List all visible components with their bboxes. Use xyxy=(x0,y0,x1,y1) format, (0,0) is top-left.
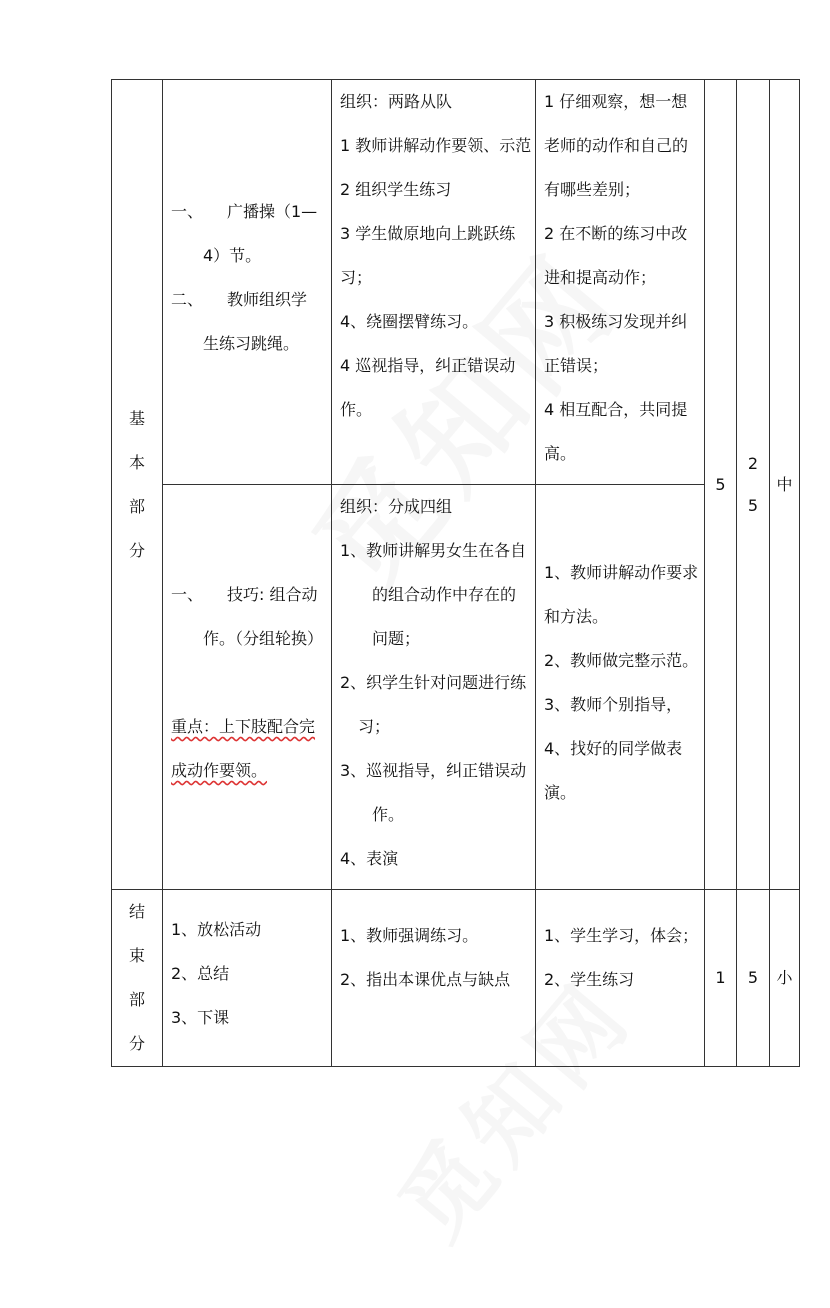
org-line: 3 学生做原地向上跳跃练 xyxy=(340,224,516,243)
basic-row-1 xyxy=(112,80,800,485)
student-line: 1、学生学习，体会； xyxy=(544,926,699,945)
student-line: 4、找好的同学做表 xyxy=(544,739,683,758)
org-line: 3、巡视指导，纠正错误动 xyxy=(340,761,527,780)
basic-row-2 xyxy=(112,485,800,890)
ending-section-label: 结 束 部 分 xyxy=(112,890,163,1067)
org-line: 2、指出本课优点与缺点 xyxy=(340,970,511,989)
org-line: 组织：分成四组 xyxy=(340,497,453,516)
ending-times: 1 xyxy=(705,890,737,1067)
ending-students xyxy=(536,890,705,1067)
basic-organization-2 xyxy=(332,485,536,890)
student-line: 演。 xyxy=(544,783,577,802)
basic-content-2 xyxy=(163,485,332,890)
org-line: 1、教师强调练习。 xyxy=(340,926,479,945)
org-line: 组织：两路从队 xyxy=(340,92,453,111)
content-line: 成动作要领。 xyxy=(171,761,268,780)
org-line: 问题； xyxy=(372,629,421,648)
student-line: 正错误； xyxy=(544,356,609,375)
ending-intensity: 小 xyxy=(770,890,800,1067)
org-line: 4、表演 xyxy=(340,849,399,868)
student-line: 有哪些差别； xyxy=(544,180,641,199)
org-line: 作。 xyxy=(340,400,373,419)
student-line: 和方法。 xyxy=(544,607,609,626)
student-line: 进和提高动作； xyxy=(544,268,657,287)
org-line: 2、织学生针对问题进行练 xyxy=(340,673,527,692)
org-line: 4 巡视指导，纠正错误动 xyxy=(340,356,516,375)
org-line: 2 组织学生练习 xyxy=(340,180,452,199)
org-line: 作。 xyxy=(372,805,405,824)
content-line: 二、 教师组织学 xyxy=(171,290,308,309)
content-line: 重点：上下肢配合完 xyxy=(171,717,316,736)
student-line: 1、教师讲解动作要求 xyxy=(544,563,699,582)
basic-students-1 xyxy=(536,80,705,485)
org-line: 4、绕圈摆臂练习。 xyxy=(340,312,479,331)
content-line: 作。（分组轮换） xyxy=(203,629,324,648)
content-line: 2、总结 xyxy=(171,964,230,983)
ending-minutes: 5 xyxy=(737,890,770,1067)
student-line: 4 相互配合，共同提 xyxy=(544,400,688,419)
org-line: 习； xyxy=(358,717,391,736)
content-line: 一、 技巧: 组合动 xyxy=(171,585,318,604)
ending-row xyxy=(112,890,800,1067)
student-line: 2 在不断的练习中改 xyxy=(544,224,688,243)
content-line: 1、放松活动 xyxy=(171,920,262,939)
basic-section-label: 基 本 部 分 xyxy=(112,80,163,890)
student-line: 3 积极练习发现并纠 xyxy=(544,312,688,331)
basic-students-2 xyxy=(536,485,705,890)
basic-intensity: 中 xyxy=(770,80,800,890)
student-line: 2、学生练习 xyxy=(544,970,635,989)
basic-times: 5 xyxy=(705,80,737,890)
content-line: 生练习跳绳。 xyxy=(203,334,300,353)
content-line: 一、 广播操（1— xyxy=(171,202,318,221)
student-line: 1 仔细观察，想一想 xyxy=(544,92,688,111)
ending-content xyxy=(163,890,332,1067)
lesson-plan-table xyxy=(111,79,800,1067)
content-line: 3、下课 xyxy=(171,1008,230,1027)
student-line: 老师的动作和自己的 xyxy=(544,136,689,155)
org-line: 1 教师讲解动作要领、示范 xyxy=(340,136,532,155)
content-line: 4）节。 xyxy=(203,246,262,265)
org-line: 的组合动作中存在的 xyxy=(372,585,517,604)
basic-organization-1 xyxy=(332,80,536,485)
ending-organization xyxy=(332,890,536,1067)
basic-minutes: 2 5 xyxy=(737,80,770,890)
student-line: 高。 xyxy=(544,444,577,463)
org-line: 1、教师讲解男女生在各自 xyxy=(340,541,527,560)
student-line: 3、教师个别指导， xyxy=(544,695,683,714)
student-line: 2、教师做完整示范。 xyxy=(544,651,699,670)
org-line: 习； xyxy=(340,268,373,287)
basic-content-1 xyxy=(163,80,332,485)
